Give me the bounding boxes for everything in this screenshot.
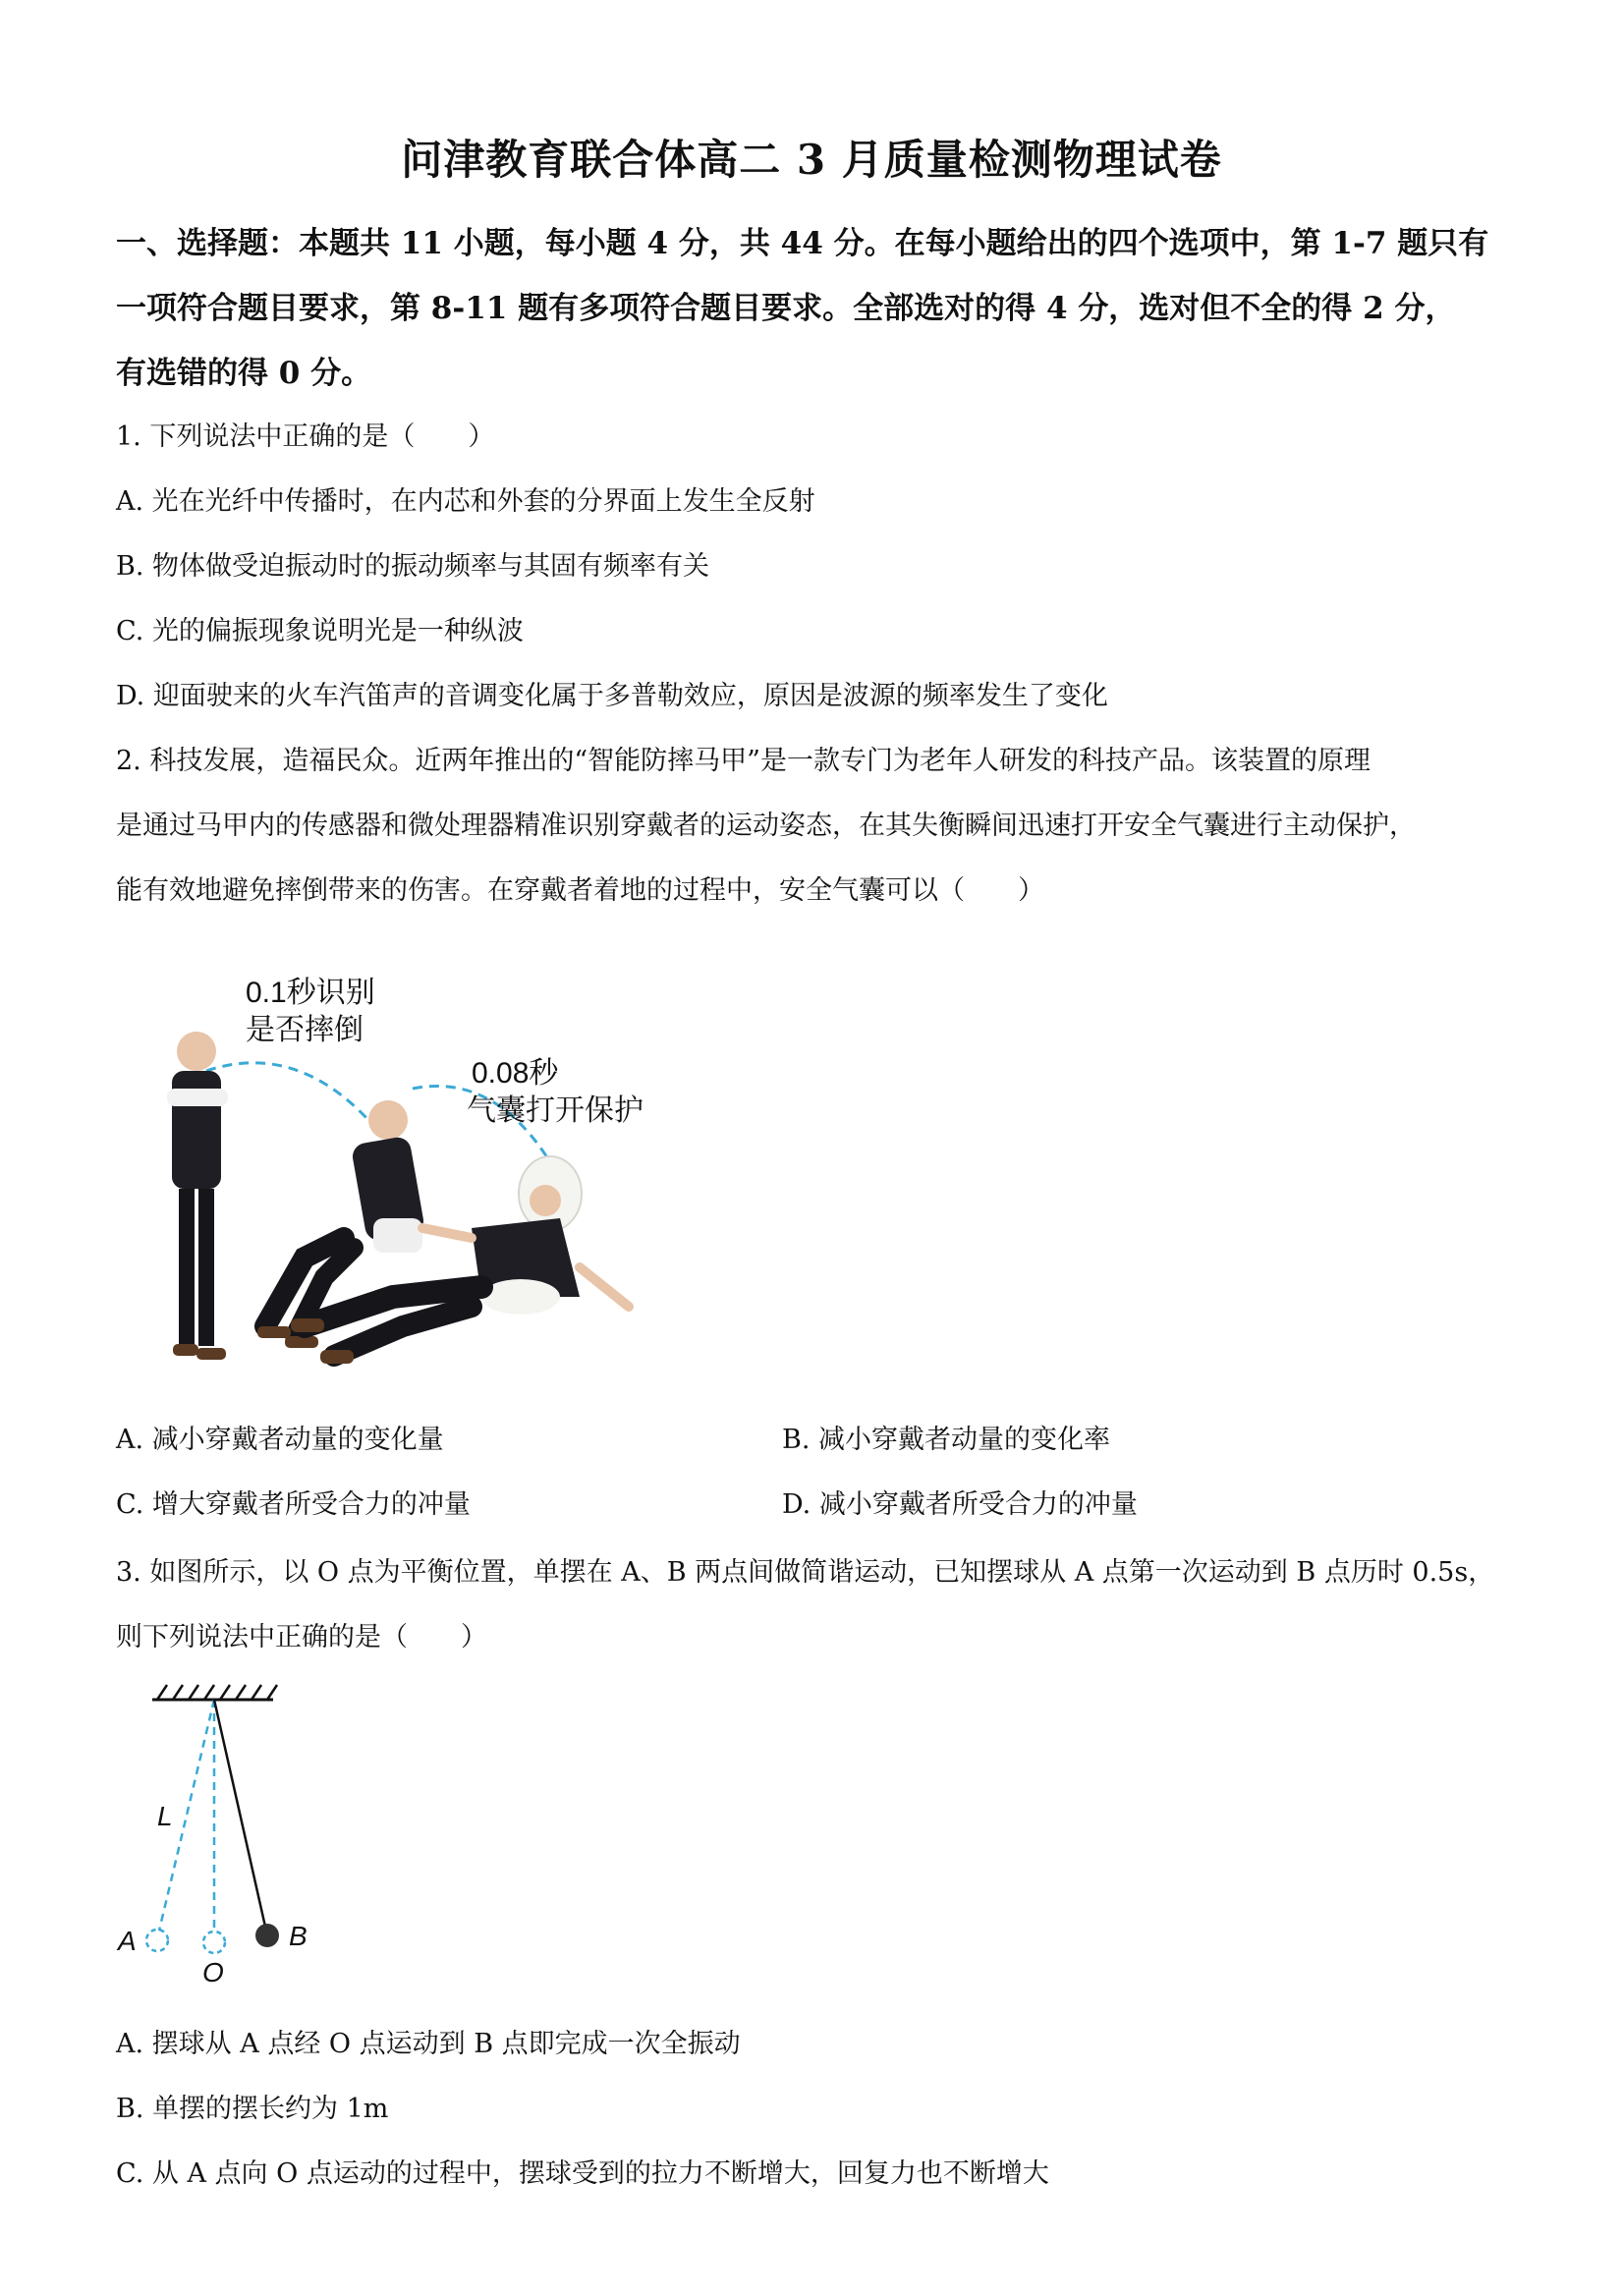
fall-protection-figure [147, 973, 698, 1385]
q2-option-b: B. 减小穿戴者动量的变化率 [782, 1425, 1111, 1455]
page-title: 问津教育联合体高二 3 月质量检测物理试卷 [401, 136, 1222, 184]
q2-stem-line1: 2. 科技发展，造福民众。近两年推出的“智能防摔马甲”是一款专门为老年人研发的科技产品。该装置的原理 [116, 746, 1371, 776]
trajectory-arc-1 [206, 1063, 368, 1120]
q1-option-a: A. 光在光纤中传播时，在内芯和外套的分界面上发生全反射 [116, 486, 815, 517]
q3-option-c: C. 从 A 点向 O 点运动的过程中，摆球受到的拉力不断增大，回复力也不断增大 [116, 2158, 1049, 2189]
ball-position-b [255, 1924, 279, 1947]
q2-stem-line3: 能有效地避免摔倒带来的伤害。在穿戴者着地的过程中，安全气囊可以（ ） [116, 875, 1044, 906]
ball-position-o [203, 1932, 225, 1953]
section-instructions-line2: 一项符合题目要求，第 8-11 题有多项符合题目要求。全部选对的得 4 分，选对但不全的得 2 分， [116, 291, 1456, 326]
person-standing [167, 1032, 228, 1360]
figure-label-2b: 气囊打开保护 [467, 1094, 644, 1127]
q3-stem-line1: 3. 如图所示，以 O 点为平衡位置，单摆在 A、B 两点间做简谐运动，已知摆球从 A 点第一次运动到 B 点历时 0.5s， [116, 1557, 1495, 1588]
q2-option-c: C. 增大穿戴者所受合力的冲量 [116, 1489, 471, 1520]
ball-position-a [146, 1930, 168, 1951]
figure-label-1a: 0.1秒识别 [246, 977, 375, 1009]
q3-option-b: B. 单摆的摆长约为 1m [116, 2094, 389, 2124]
q1-option-b: B. 物体做受迫振动时的振动频率与其固有频率有关 [116, 551, 710, 582]
section-instructions-line3: 有选错的得 0 分。 [116, 356, 372, 391]
label-a: A [118, 1926, 137, 1956]
section-instructions-line1: 一、选择题：本题共 11 小题，每小题 4 分，共 44 分。在每小题给出的四个选项中，第 1-7 题只有 [116, 226, 1489, 261]
label-b: B [289, 1921, 308, 1951]
label-l: L [157, 1801, 173, 1831]
q1-option-d: D. 迎面驶来的火车汽笛声的音调变化属于多普勒效应，原因是波源的频率发生了变化 [116, 681, 1108, 711]
q3-stem-line2: 则下列说法中正确的是（ ） [116, 1622, 487, 1652]
q1-option-c: C. 光的偏振现象说明光是一种纵波 [116, 616, 524, 646]
figure-label-2a: 0.08秒 [472, 1057, 559, 1090]
pendulum-diagram [108, 1675, 344, 1989]
q3-option-a: A. 摆球从 A 点经 O 点运动到 B 点即完成一次全振动 [116, 2029, 741, 2059]
figure-label-1b: 是否摔倒 [246, 1014, 364, 1046]
q1-stem: 1. 下列说法中正确的是（ ） [116, 421, 495, 452]
q2-option-a: A. 减小穿戴者动量的变化量 [116, 1425, 444, 1455]
label-o: O [202, 1957, 224, 1988]
q2-option-d: D. 减小穿戴者所受合力的冲量 [782, 1489, 1138, 1520]
q2-stem-line2: 是通过马甲内的传感器和微处理器精准识别穿戴者的运动姿态，在其失衡瞬间迅速打开安全气囊进行主动保护， [116, 811, 1416, 841]
